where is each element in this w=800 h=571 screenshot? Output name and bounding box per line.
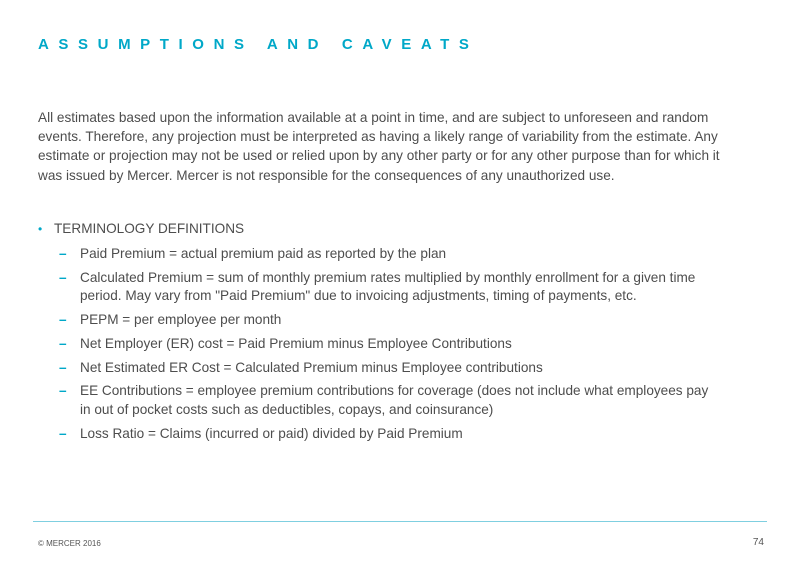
slide-title: ASSUMPTIONS AND CAVEATS bbox=[38, 36, 479, 53]
definition-list bbox=[38, 245, 758, 443]
definition-ee-contributions: EE Contributions = employee premium contributions for coverage (does not include what employees pay in out of pocket costs such as deductibles, copays, and coinsurance) bbox=[80, 383, 709, 417]
bullet-icon: • bbox=[38, 222, 43, 236]
dash-icon: – bbox=[59, 246, 67, 261]
terminology-heading-text: TERMINOLOGY DEFINITIONS bbox=[54, 221, 245, 236]
list-item bbox=[38, 425, 758, 444]
intro-paragraph: All estimates based upon the information available at a point in time, and are subject to unforeseen and random events. Therefore, any projection must be interpreted as having a likely range of variability from the estimate. Any estimate or projection may not be used or relied upon by any other party or for any other purpose than for which it was issued by Mercer. Mercer is not responsible for the consequences of any unauthorized use. bbox=[38, 110, 720, 183]
terminology-heading bbox=[38, 219, 758, 239]
definition-net-er-cost: Net Employer (ER) cost = Paid Premium minus Employee Contributions bbox=[80, 335, 512, 351]
list-item bbox=[38, 269, 758, 306]
dash-icon: – bbox=[59, 312, 67, 328]
definition-paid-premium: Paid Premium = actual premium paid as reported by the plan bbox=[80, 246, 447, 261]
copyright-notice: © MERCER 2016 bbox=[38, 539, 101, 548]
definition-pepm: PEPM = per employee per month bbox=[80, 312, 282, 328]
definition-net-estimated-er-cost: Net Estimated ER Cost = Calculated Premium minus Employee contributions bbox=[80, 359, 543, 375]
dash-icon: – bbox=[59, 335, 67, 351]
list-item bbox=[38, 382, 758, 419]
dash-icon: – bbox=[59, 425, 67, 441]
dash-icon: – bbox=[59, 269, 67, 285]
dash-icon: – bbox=[59, 359, 67, 375]
page-number: 74 bbox=[752, 537, 764, 548]
definition-calculated-premium: Calculated Premium = sum of monthly premium rates multiplied by monthly enrollment for a given time period. May vary from "Paid Premium" due to invoicing adjustments, timing of payments, etc. bbox=[80, 269, 696, 304]
list-item bbox=[38, 245, 758, 264]
list-item bbox=[38, 311, 758, 330]
terminology-section bbox=[38, 219, 758, 443]
definition-loss-ratio: Loss Ratio = Claims (incurred or paid) divided by Paid Premium bbox=[80, 425, 463, 441]
list-item bbox=[38, 335, 758, 354]
dash-icon: – bbox=[59, 383, 67, 399]
footer-divider bbox=[33, 521, 767, 522]
list-item bbox=[38, 359, 758, 378]
